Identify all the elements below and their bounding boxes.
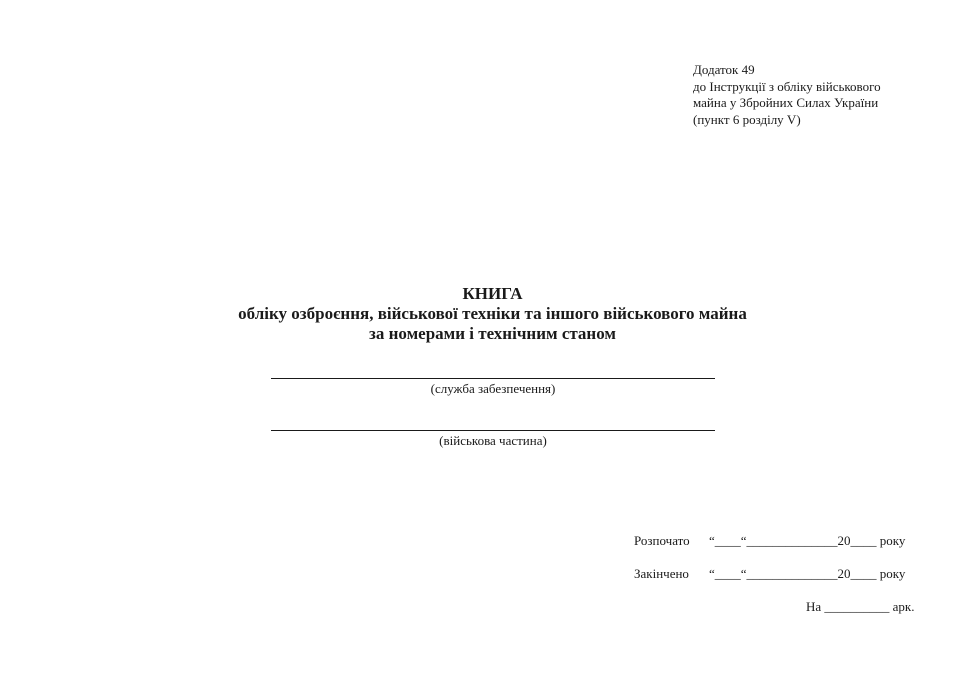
- appendix-line-4: (пункт 6 розділу V): [693, 111, 801, 127]
- started-label: Розпочато: [634, 533, 690, 548]
- appendix-line-2: до Інструкції з обліку військового: [693, 78, 881, 94]
- service-fill-line: [271, 378, 715, 379]
- book-title-line-3: за номерами і технічним станом: [369, 324, 616, 343]
- service-caption: (служба забезпечення): [430, 381, 556, 396]
- appendix-line-1: Додаток 49: [693, 62, 755, 77]
- appendix-line-3: майна у Збройних Силах України: [693, 95, 879, 110]
- finished-value: “____“______________20____ року: [709, 566, 906, 581]
- appendix-note: [693, 62, 881, 128]
- unit-fill-line: [271, 430, 715, 431]
- finished-label: Закінчено: [634, 566, 689, 581]
- started-value: “____“______________20____ року: [709, 533, 906, 548]
- book-title-line-2: обліку озброєння, військової техніки та іншого військового майна: [238, 304, 747, 323]
- book-title-main: КНИГА: [462, 284, 523, 303]
- sheet-count: На __________ арк.: [806, 599, 915, 614]
- book-title: [0, 284, 970, 344]
- unit-caption: (військова частина): [439, 433, 547, 448]
